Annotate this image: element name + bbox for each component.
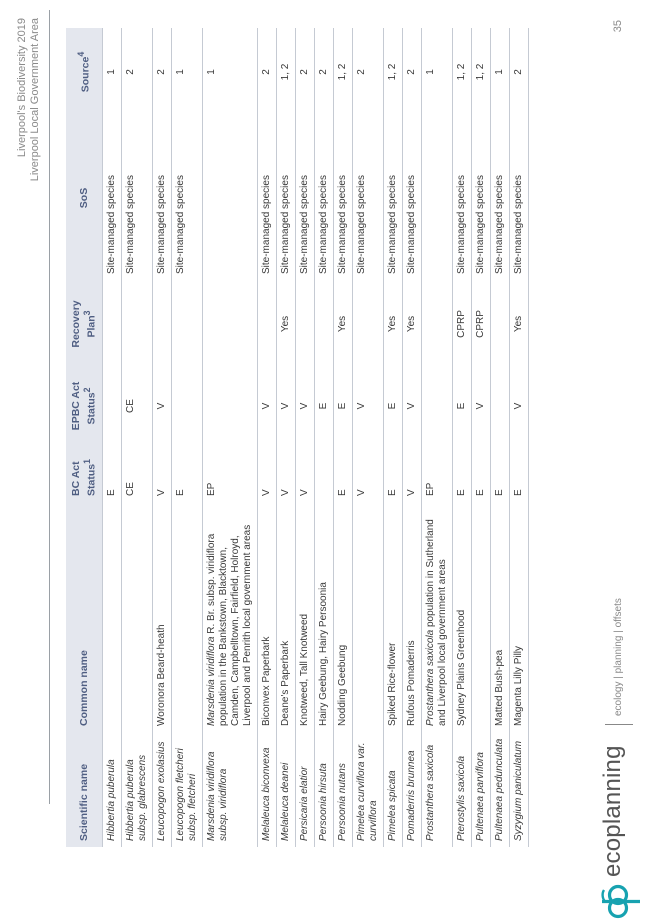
epbc-status-cell: V	[403, 368, 422, 444]
scientific-name-cell: Pultenaea pedunculata	[491, 732, 510, 847]
common-name-cell	[472, 502, 491, 732]
epbc-status-cell	[172, 368, 203, 444]
source-cell: 1	[422, 28, 453, 116]
epbc-status-cell: V	[296, 368, 315, 444]
header-title: Liverpool's Biodiversity 2019	[16, 18, 28, 158]
header-subtitle: Liverpool Local Government Area	[29, 18, 41, 182]
source-cell: 1	[103, 28, 122, 116]
table-row	[277, 28, 296, 847]
page-footer	[598, 20, 648, 921]
bc-status-cell: E	[384, 444, 403, 502]
scientific-name-cell: Prostanthera saxicola	[422, 732, 453, 847]
epbc-status-cell	[491, 368, 510, 444]
source-cell: 2	[315, 28, 334, 116]
recovery-plan-cell	[172, 280, 203, 368]
source-cell: 1	[491, 28, 510, 116]
epbc-status-cell: E	[315, 368, 334, 444]
scientific-name-cell: Pimelea curviflora var. curviflora	[353, 732, 384, 847]
recovery-plan-cell	[491, 280, 510, 368]
recovery-plan-cell	[315, 280, 334, 368]
recovery-plan-cell: Yes	[277, 280, 296, 368]
bc-status-cell: E	[472, 444, 491, 502]
common-name-cell: Hairy Geebung, Hairy Persoonia	[315, 502, 334, 732]
common-name-cell: Biconvex Paperbark	[258, 502, 277, 732]
sos-cell: Site-managed species	[103, 116, 122, 280]
col-scientific-name: Scientific name	[66, 732, 103, 847]
sos-cell: Site-managed species	[491, 116, 510, 280]
common-name-cell	[422, 502, 453, 732]
common-name-cell: Spiked Rice-flower	[384, 502, 403, 732]
epbc-status-cell	[203, 368, 258, 444]
col-source: Source$^4$	[66, 28, 103, 116]
common-name-text: population in Sutherland and Liverpool local government areas	[425, 519, 448, 726]
common-name-cell: Rufous Pomaderris	[403, 502, 422, 732]
common-name-cell: Magenta Lilly Pilly	[510, 502, 529, 732]
scientific-name-cell: Pimelea spicata	[384, 732, 403, 847]
scientific-name-cell: Pultenaea parviflora	[472, 732, 491, 847]
recovery-plan-cell: CPRP	[453, 280, 472, 368]
common-name-cell	[203, 502, 258, 732]
source-cell: 2	[403, 28, 422, 116]
scientific-name-cell: Hibbertia puberula subsp. glabrescens	[122, 732, 153, 847]
col-sos: SoS	[66, 116, 103, 280]
recovery-plan-cell: Yes	[384, 280, 403, 368]
bc-status-cell: E	[172, 444, 203, 502]
table-row	[122, 28, 153, 847]
common-name-text: R. Br. subsp. viridiflora population in the Bankstown, Blacktown, Camden, Campbelltown, Fairfield, Holroyd, Liverpool and Penrith local government areas	[206, 524, 253, 726]
brand-tagline: ecology | planning | offsets	[613, 598, 624, 716]
scientific-name-cell: Pterostylis saxicola	[453, 732, 472, 847]
bc-status-cell: E	[334, 444, 353, 502]
ecoplanning-logo-icon	[598, 881, 642, 921]
table-row	[258, 28, 277, 847]
scientific-name-cell: Syzygium paniculatum	[510, 732, 529, 847]
epbc-status-cell: E	[334, 368, 353, 444]
epbc-status-cell: V	[353, 368, 384, 444]
bc-status-cell: V	[403, 444, 422, 502]
scientific-name-cell: Melaleuca biconvexa	[258, 732, 277, 847]
sos-cell: Site-managed species	[510, 116, 529, 280]
common-name-cell: Woronora Beard-heath	[153, 502, 172, 732]
epbc-status-cell: E	[384, 368, 403, 444]
recovery-plan-cell	[203, 280, 258, 368]
epbc-status-cell: V	[510, 368, 529, 444]
epbc-status-cell: V	[153, 368, 172, 444]
scientific-name-cell: Marsdenia viridiflora subsp. viridiflora	[203, 732, 258, 847]
sos-cell	[203, 116, 258, 280]
epbc-status-cell: V	[277, 368, 296, 444]
table-row	[334, 28, 353, 847]
scientific-name-cell: Melaleuca deanei	[277, 732, 296, 847]
sos-cell: Site-managed species	[315, 116, 334, 280]
col-common-name: Common name	[66, 502, 103, 732]
bc-status-cell: V	[296, 444, 315, 502]
table-row	[296, 28, 315, 847]
epbc-status-cell: V	[258, 368, 277, 444]
sos-cell: Site-managed species	[384, 116, 403, 280]
scientific-name-cell: Leucopogon fletcheri subsp. fletcheri	[172, 732, 203, 847]
table-row	[403, 28, 422, 847]
col-epbc-act-status: EPBC Act Status$^2$	[66, 368, 103, 444]
epbc-status-cell	[103, 368, 122, 444]
bc-status-cell: E	[491, 444, 510, 502]
source-cell: 2	[122, 28, 153, 116]
recovery-plan-cell	[422, 280, 453, 368]
bc-status-cell: E	[103, 444, 122, 502]
header-divider	[49, 10, 50, 804]
bc-status-cell: EP	[203, 444, 258, 502]
recovery-plan-cell	[353, 280, 384, 368]
table-row	[315, 28, 334, 847]
scientific-name-cell: Persoonia nutans	[334, 732, 353, 847]
bc-status-cell: V	[353, 444, 384, 502]
table-row	[203, 28, 258, 847]
recovery-plan-cell	[122, 280, 153, 368]
common-name-italic: Marsdenia viridiflora	[206, 636, 217, 726]
sos-cell	[422, 116, 453, 280]
recovery-plan-cell: Yes	[510, 280, 529, 368]
table-row	[453, 28, 472, 847]
brand-wordmark: ecoplanning	[599, 745, 626, 877]
bc-status-cell: V	[277, 444, 296, 502]
common-name-cell: Knotweed, Tall Knotweed	[296, 502, 315, 732]
common-name-cell: Matted Bush-pea	[491, 502, 510, 732]
common-name-italic: Prostanthera saxicola	[425, 629, 436, 726]
source-cell: 1	[203, 28, 258, 116]
scientific-name-cell: Persicaria elatior	[296, 732, 315, 847]
sos-cell: Site-managed species	[172, 116, 203, 280]
source-cell: 2	[258, 28, 277, 116]
epbc-status-cell: E	[453, 368, 472, 444]
source-cell: 1	[172, 28, 203, 116]
sos-cell: Site-managed species	[277, 116, 296, 280]
recovery-plan-cell: CPRP	[472, 280, 491, 368]
table-row	[103, 28, 122, 847]
recovery-plan-cell: Yes	[403, 280, 422, 368]
common-name-cell: Nodding Geebung	[334, 502, 353, 732]
scientific-name-cell: Pomaderris brunnea	[403, 732, 422, 847]
table-row	[384, 28, 403, 847]
recovery-plan-cell	[153, 280, 172, 368]
col-bc-act-status: BC Act Status$^1$	[66, 444, 103, 502]
bc-status-cell: V	[153, 444, 172, 502]
source-cell: 1, 2	[277, 28, 296, 116]
common-name-cell	[103, 502, 122, 732]
epbc-status-cell: CE	[122, 368, 153, 444]
common-name-cell	[353, 502, 384, 732]
table-row	[353, 28, 384, 847]
source-cell: 1, 2	[453, 28, 472, 116]
source-cell: 2	[353, 28, 384, 116]
bc-status-cell	[315, 444, 334, 502]
recovery-plan-cell: Yes	[334, 280, 353, 368]
common-name-cell	[122, 502, 153, 732]
common-name-cell: Deane's Paperbark	[277, 502, 296, 732]
recovery-plan-cell	[296, 280, 315, 368]
table-row	[172, 28, 203, 847]
species-table	[66, 28, 529, 847]
recovery-plan-cell	[103, 280, 122, 368]
sos-cell: Site-managed species	[403, 116, 422, 280]
source-cell: 1, 2	[384, 28, 403, 116]
table-row	[472, 28, 491, 847]
sos-cell: Site-managed species	[153, 116, 172, 280]
sos-cell: Site-managed species	[258, 116, 277, 280]
epbc-status-cell: V	[472, 368, 491, 444]
source-cell: 1, 2	[472, 28, 491, 116]
col-recovery-plan: Recovery Plan$^3$	[66, 280, 103, 368]
bc-status-cell: CE	[122, 444, 153, 502]
sos-cell: Site-managed species	[453, 116, 472, 280]
sos-cell: Site-managed species	[122, 116, 153, 280]
source-cell: 1, 2	[334, 28, 353, 116]
source-cell: 2	[510, 28, 529, 116]
page-number: 35	[612, 20, 624, 33]
scientific-name-cell: Hibbertia puberula	[103, 732, 122, 847]
bc-status-cell: EP	[422, 444, 453, 502]
common-name-cell: Sydney Plains Greenhood	[453, 502, 472, 732]
scientific-name-cell: Persoonia hirsuta	[315, 732, 334, 847]
brand-divider	[605, 724, 633, 725]
running-header	[16, 18, 42, 181]
source-cell: 2	[153, 28, 172, 116]
table-row	[510, 28, 529, 847]
table-row	[422, 28, 453, 847]
bc-status-cell: V	[258, 444, 277, 502]
table-header-row	[66, 28, 103, 847]
sos-cell: Site-managed species	[334, 116, 353, 280]
bc-status-cell: E	[510, 444, 529, 502]
sos-cell: Site-managed species	[472, 116, 491, 280]
epbc-status-cell	[422, 368, 453, 444]
table-row	[153, 28, 172, 847]
bc-status-cell: E	[453, 444, 472, 502]
table-body	[103, 28, 529, 847]
source-cell: 2	[296, 28, 315, 116]
table-row	[491, 28, 510, 847]
sos-cell: Site-managed species	[353, 116, 384, 280]
common-name-cell	[172, 502, 203, 732]
scientific-name-cell: Leucopogon exolasius	[153, 732, 172, 847]
recovery-plan-cell	[258, 280, 277, 368]
sos-cell: Site-managed species	[296, 116, 315, 280]
